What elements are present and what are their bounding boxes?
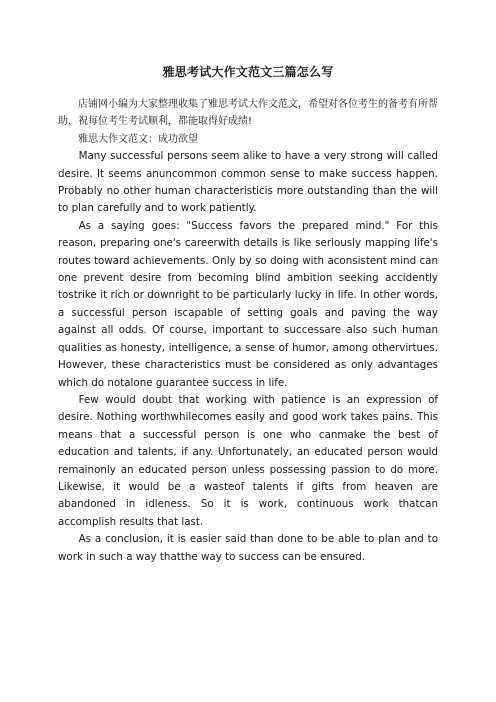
body-paragraph-2: As a saying goes: "Success favors the prepared mind." For this reason, preparing one's careerwith details is like seriously mapping life's routes toward achievements. Only by so doing with aconsistent mind can one prevent desire from becoming blind ambition seeking accidently tostrike it rich or downright to be particularly lucky in life. In other words, a successful person iscapable of setting goals and paving the way against all odds. Of course, important to successare also such human qualities as honesty, intelligence, a sense of humor, among othervirtues. However, these characteristics must be considered as only advantages which do notalone guarantee success in life. <box>58 219 438 389</box>
document-title: 雅思考试大作文范文三篇怎么写 <box>162 65 334 79</box>
body-paragraph-4: As a conclusion, it is easier said than done to be able to plan and to work in such a way thatthe way to success can be ensured. <box>58 533 438 563</box>
intro-paragraph: 店铺网小编为大家整理收集了雅思考试大作文范文，希望对各位考生的备考有所帮助，祝每位考生考试顺利，都能取得好成绩! <box>58 99 438 128</box>
essay-heading: 雅思大作文范文：成功欲望 <box>78 133 198 145</box>
body-paragraph-3: Few would doubt that working with patience is an expression of desire. Nothing worthwhilecomes easily and good work takes pains. This means that a successful person is one who canmake the best of education and talents, if any. Unfortunately, an educated person would remainonly an educated person unless possessing passion to do more. Likewise, it would be a wasteof talents if gifts from heaven are abandoned in idleness. So it is work, continuous work thatcan accomplish results that last. <box>58 393 438 528</box>
body-paragraph-1: Many successful persons seem alike to have a very strong will called desire. It seems anuncommon common sense to make success happen. Probably no other human characteristicis more outstanding than the will to plan carefully and to work patiently. <box>58 150 438 215</box>
